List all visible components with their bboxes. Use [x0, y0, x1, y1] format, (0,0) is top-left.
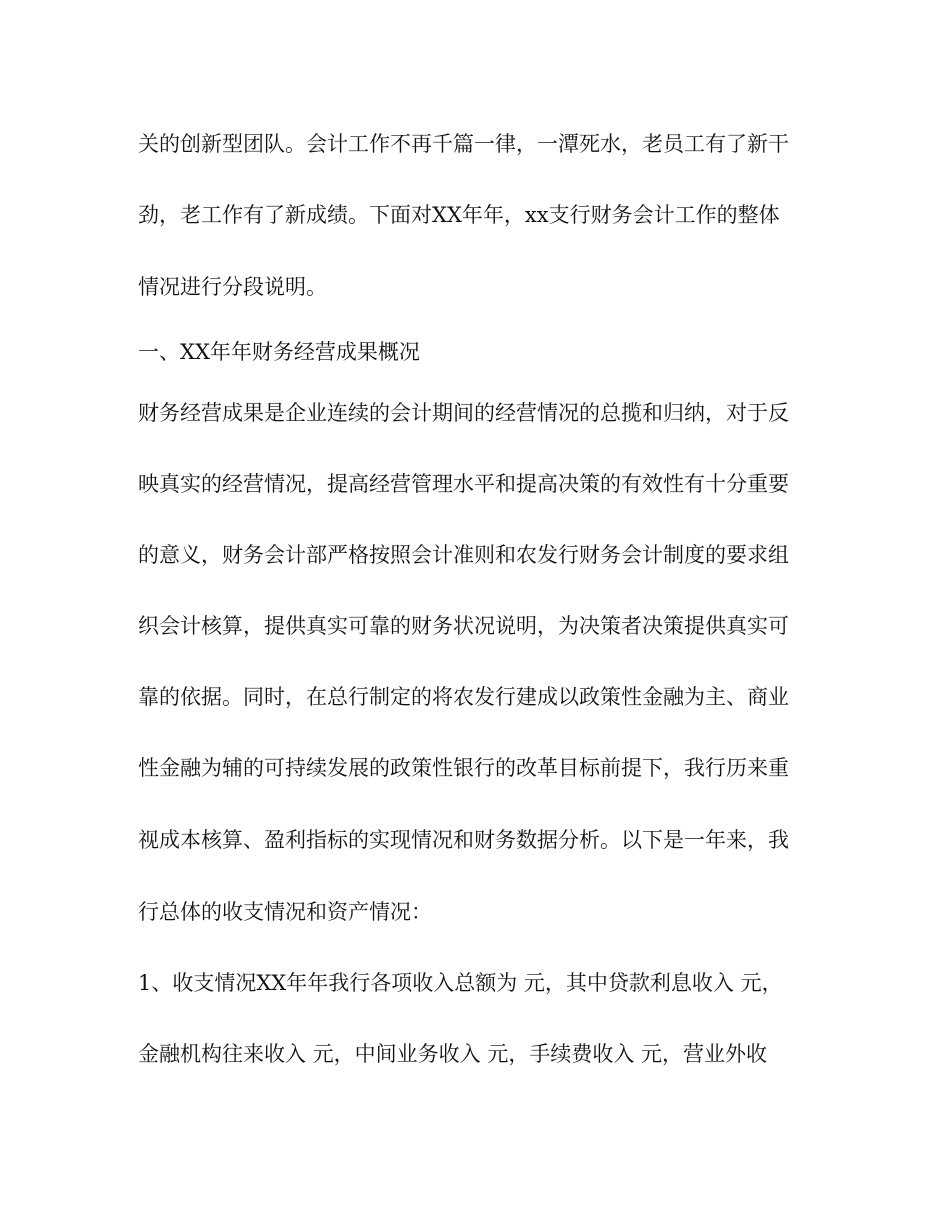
- text-line: 视成本核算、盈利指标的实现情况和财务数据分析。以下是一年来，我: [138, 828, 789, 852]
- text-line: 财务经营成果是企业连续的会计期间的经营情况的总揽和归纳，对于反: [138, 401, 789, 425]
- text-line: 性金融为辅的可持续发展的政策性银行的改革目标前提下，我行历来重: [138, 756, 789, 780]
- text-line: 行总体的收支情况和资产情况：: [138, 900, 432, 924]
- section-heading: 一、XX年年财务经营成果概况: [138, 340, 420, 364]
- text-line: 映真实的经营情况，提高经营管理水平和提高决策的有效性有十分重要: [138, 472, 789, 496]
- text-line: 劲，老工作有了新成绩。下面对XX年年，xx支行财务会计工作的整体: [138, 203, 780, 227]
- text-line: 金融机构往来收入 元，中间业务收入 元，手续费收入 元，营业外收: [138, 1042, 768, 1066]
- text-line: 靠的依据。同时，在总行制定的将农发行建成以政策性金融为主、商业: [138, 685, 789, 709]
- text-line: 情况进行分段说明。: [138, 275, 327, 299]
- text-line: 织会计核算，提供真实可靠的财务状况说明，为决策者决策提供真实可: [138, 614, 789, 638]
- text-line: 关的创新型团队。会计工作不再千篇一律，一潭死水，老员工有了新干: [138, 132, 789, 156]
- text-line: 1、收支情况XX年年我行各项收入总额为 元，其中贷款利息收入 元，: [138, 971, 783, 995]
- text-line: 的意义，财务会计部严格按照会计准则和农发行财务会计制度的要求组: [138, 543, 789, 567]
